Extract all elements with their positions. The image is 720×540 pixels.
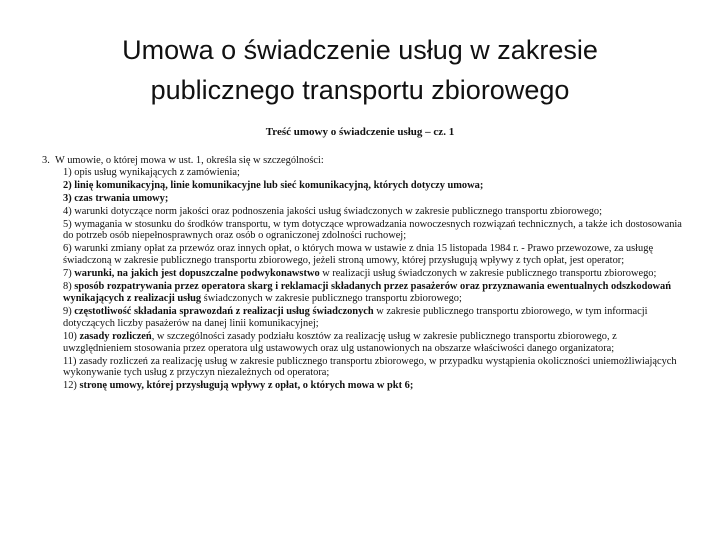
contract-content bbox=[42, 155, 682, 392]
item-text: 9) bbox=[63, 305, 75, 317]
item-text: w zakresie publicznego transportu zbiorowego, w tym informacji dotyczących liczby pasażerów na danej linii komunikacyjnej; bbox=[63, 305, 648, 329]
item-text-bold: zasady rozliczeń bbox=[79, 330, 152, 342]
lead-text: W umowie, o której mowa w ust. 1, określa się w szczególności: bbox=[55, 155, 324, 166]
list-item bbox=[63, 193, 682, 205]
item-text-bold: stronę umowy, której przysługują wpływy z opłat, o których mowa w pkt 6; bbox=[79, 380, 414, 392]
item-text: 4) warunki dotyczące norm jakości oraz podnoszenia jakości usług świadczonych w zakresie publicznego transportu zbiorowego; bbox=[63, 205, 602, 217]
list-item bbox=[63, 243, 682, 267]
item-text: 7) bbox=[63, 268, 75, 280]
item-text-bold: 2) linię komunikacyjną, linie komunikacyjne lub sieć komunikacyjną, których dotyczy umowa; bbox=[63, 179, 484, 191]
lead-paragraph bbox=[42, 155, 682, 167]
item-text: świadczonych w zakresie publicznego transportu zbiorowego; bbox=[201, 292, 462, 304]
item-text: 11) zasady rozliczeń za realizację usług w zakresie publicznego transportu zbiorowego, w przypadku wystąpienia okoliczności uniemożliwiających wykonywanie tych usług z przyczyn niezależnych od operatora; bbox=[63, 355, 677, 379]
list-item bbox=[63, 180, 682, 192]
item-text: 1) opis usług wynikających z zamówienia; bbox=[63, 166, 240, 178]
list-item bbox=[63, 380, 682, 392]
item-text-bold: 3) czas trwania umowy; bbox=[63, 192, 169, 204]
item-text-bold: warunki, na jakich jest dopuszczalne podwykonawstwo bbox=[74, 268, 320, 280]
list-item bbox=[63, 331, 682, 355]
item-text: 10) bbox=[63, 330, 80, 342]
item-text: w realizacji usług świadczonych w zakresie publicznego transportu zbiorowego; bbox=[319, 268, 657, 280]
item-text: 6) warunki zmiany opłat za przewóz oraz innych opłat, o których mowa w ustawie z dnia 15 listopada 1984 r. - Prawo przewozowe, za usługę świadczoną w zakresie publicznego transportu zbiorowego, jeżeli stroną umowy, której przysługują wpływy z tych opłat, jest operator; bbox=[63, 243, 654, 267]
item-text-bold: częstotliwość składania sprawozdań z realizacji usług świadczonych bbox=[74, 305, 374, 317]
item-text: 5) wymagania w stosunku do środków transportu, w tym dotyczące wprowadzania nowoczesnych rozwiązań technicznych, a także ich dostosowania do potrzeb osób niepełnosprawnych oraz osób o ograniczonej zdolności ruchowej; bbox=[63, 218, 682, 242]
list-item bbox=[63, 268, 682, 280]
list-item bbox=[63, 167, 682, 179]
title-line-2: publicznego transportu zbiorowego bbox=[150, 75, 570, 105]
list-item bbox=[63, 356, 682, 380]
item-text: 8) bbox=[63, 281, 75, 293]
list-item bbox=[63, 281, 682, 305]
list-item bbox=[63, 219, 682, 243]
item-text-bold: sposób rozpatrywania przez operatora skarg i reklamacji składanych przez pasażerów oraz przyznawania ewentualnych odszkodowań wynikających z realizacji usług bbox=[63, 281, 672, 304]
slide-subtitle: Treść umowy o świadczenie usług – cz. 1 bbox=[265, 126, 455, 138]
item-text: 12) bbox=[63, 380, 80, 392]
title-line-1: Umowa o świadczenie usług w zakresie bbox=[122, 35, 598, 65]
item-text: , w szczególności zasady podziału kosztów za realizację usług w zakresie publicznego transportu zbiorowego, z uwzględnieniem stosowania przez operatora ulg ustawowych oraz ulg ustanowionych na obszarze właściwości danego organizatora; bbox=[63, 330, 617, 354]
slide-title bbox=[60, 30, 660, 110]
list-item bbox=[63, 206, 682, 218]
item-list bbox=[42, 167, 682, 392]
lead-number: 3. bbox=[42, 155, 50, 166]
list-item bbox=[63, 306, 682, 330]
